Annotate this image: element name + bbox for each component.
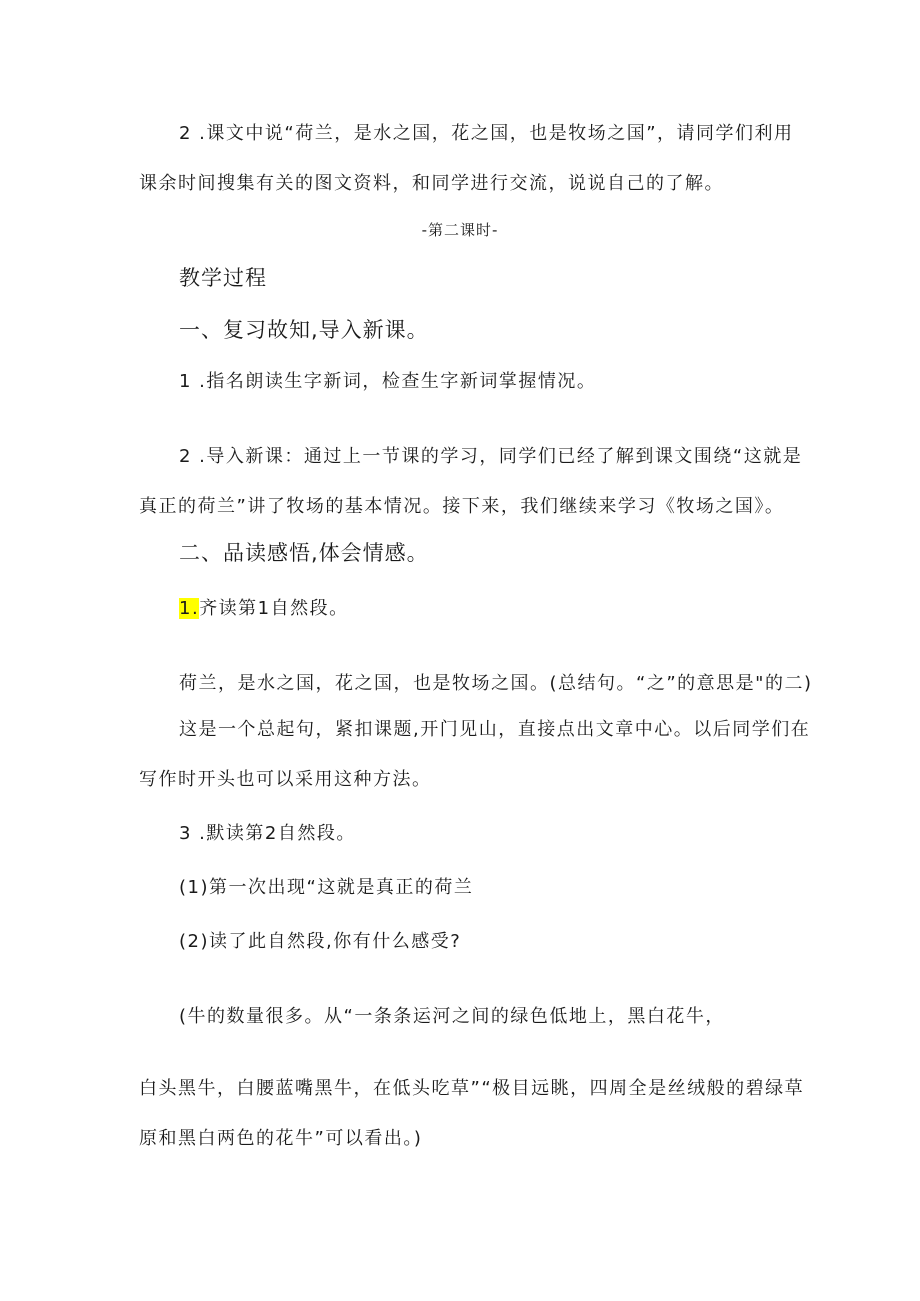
paragraph-line xyxy=(179,598,349,620)
paragraph-line: 白头黑牛，白腰蓝嘴黑牛，在低头吃草”“极目远眺，四周全是丝绒般的碧绿草 xyxy=(139,1078,805,1099)
highlighted-number: 1. xyxy=(179,598,200,619)
paragraph-line: (2)读了此自然段,你有什么感受? xyxy=(179,931,462,952)
paragraph-line: 这是一个总起句，紧扣课题,开门见山，直接点出文章中心。以后同学们在 xyxy=(179,719,811,740)
paragraph-line: 写作时开头也可以采用这种方法。 xyxy=(139,769,432,790)
paragraph-text: 齐读第1自然段。 xyxy=(199,598,349,619)
paragraph-line: 2 .课文中说“荷兰，是水之国，花之国，也是牧场之国”，请同学们利用 xyxy=(179,123,794,144)
paragraph-line: 1 .指名朗读生字新词，检查生字新词掌握情况。 xyxy=(179,371,597,392)
paragraph-line: 2 .导入新课：通过上一节课的学习，同学们已经了解到课文围绕“这就是 xyxy=(179,446,803,467)
paragraph-line: 3 .默读第2自然段。 xyxy=(179,823,356,844)
paragraph-line: 课余时间搜集有关的图文资料，和同学进行交流，说说自己的了解。 xyxy=(139,173,724,194)
section-heading: 二、品读感悟,体会情感。 xyxy=(179,541,429,565)
paragraph-line: 荷兰，是水之国，花之国，也是牧场之国。(总结句。“之”的意思是"的二) xyxy=(179,673,813,694)
paragraph-line: 原和黑白两色的花牛”可以看出。) xyxy=(139,1128,423,1149)
section-heading: 教学过程 xyxy=(179,266,267,290)
section-heading: 一、复习故知,导入新课。 xyxy=(179,318,429,342)
paragraph-line: (牛的数量很多。从“一条条运河之间的绿色低地上，黑白花牛， xyxy=(179,1006,725,1027)
paragraph-line: 真正的荷兰”讲了牧场的基本情况。接下来，我们继续来学习《牧场之国》。 xyxy=(139,496,785,517)
paragraph-line: (1)第一次出现“这就是真正的荷兰 xyxy=(179,877,474,898)
section-subtitle: -第二课时- xyxy=(421,221,499,239)
